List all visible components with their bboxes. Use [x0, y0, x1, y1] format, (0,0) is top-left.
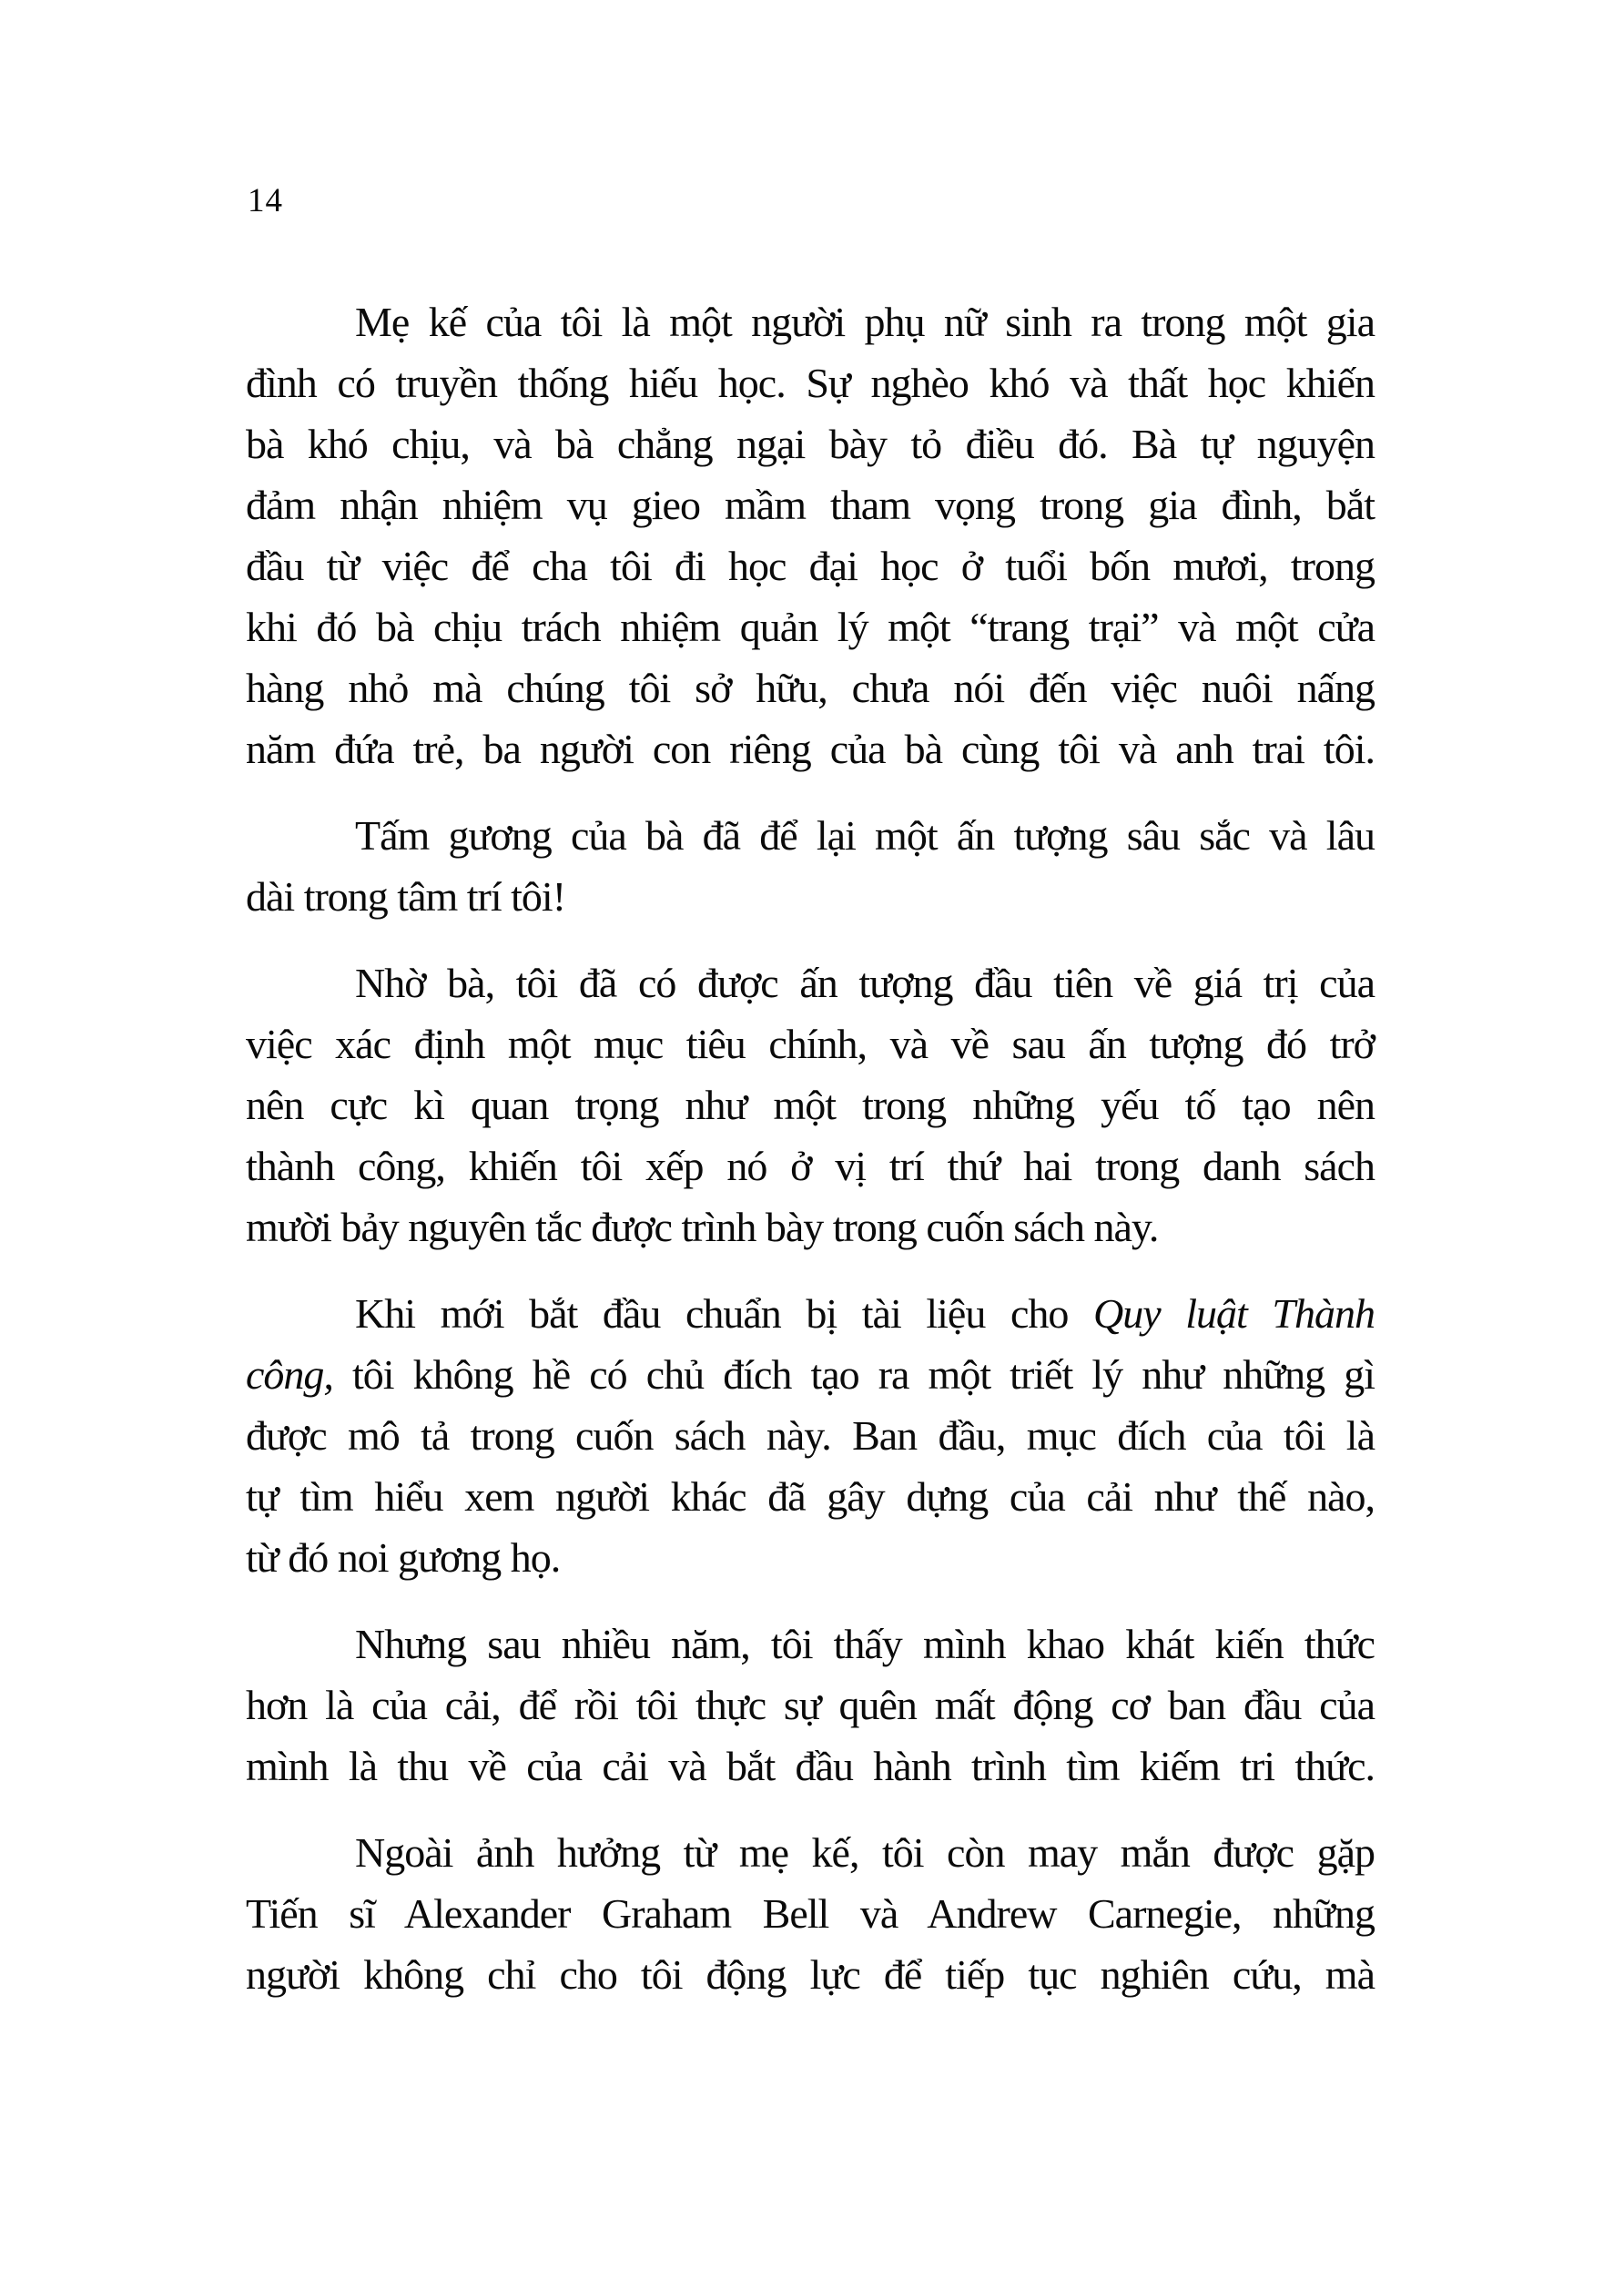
- text-line: [246, 1736, 1375, 1797]
- text-run: Mẹ kế của tôi là một người phụ nữ sinh ra trong một gia: [355, 299, 1375, 345]
- page-number: 14: [248, 182, 283, 219]
- text-run: tự tìm hiểu xem người khác đã gây dựng của cải như thế nào,: [246, 1473, 1375, 1520]
- text-run: tôi không hề có chủ đích tạo ra một triết lý như những gì: [332, 1351, 1375, 1398]
- text-run: khi đó bà chịu trách nhiệm quản lý một “trang trại” và một cửa: [246, 604, 1375, 650]
- text-run: năm đứa trẻ, ba người con riêng của bà cùng tôi và anh trai tôi.: [246, 726, 1375, 772]
- text-run: Khi mới bắt đầu chuẩn bị tài liệu cho: [355, 1290, 1093, 1337]
- text-run: từ đó noi gương họ.: [246, 1534, 561, 1581]
- text-run: người không chỉ cho tôi động lực để tiếp tục nghiên cứu, mà: [246, 1951, 1375, 1998]
- text-line: [246, 1074, 1375, 1135]
- text-run: Tiến sĩ Alexander Graham Bell và Andrew Carnegie, những: [246, 1890, 1375, 1937]
- paragraph: [246, 805, 1375, 927]
- text-run: dài trong tâm trí tôi!: [246, 873, 566, 920]
- text-run: hơn là của cải, để rồi tôi thực sự quên mất động cơ ban đầu của: [246, 1682, 1375, 1728]
- text-run: được mô tả trong cuốn sách này. Ban đầu, mục đích của tôi là: [246, 1412, 1375, 1459]
- text-line: [246, 413, 1375, 474]
- text-run: thành công, khiến tôi xếp nó ở vị trí thứ hai trong danh sách: [246, 1143, 1375, 1189]
- text-run: Ngoài ảnh hưởng từ mẹ kế, tôi còn may mắn được gặp: [355, 1829, 1375, 1876]
- text-line: [246, 1405, 1375, 1466]
- text-run: Nhờ bà, tôi đã có được ấn tượng đầu tiên về giá trị của: [355, 960, 1375, 1006]
- text-run: đầu từ việc để cha tôi đi học đại học ở tuổi bốn mươi, trong: [246, 543, 1375, 589]
- text-run: Tấm gương của bà đã để lại một ấn tượng sâu sắc và lâu: [355, 812, 1375, 859]
- text-line: [246, 1013, 1375, 1074]
- text-line: [246, 1283, 1375, 1344]
- text-line: [246, 866, 1375, 927]
- text-line: [246, 1196, 1375, 1257]
- text-line: [246, 474, 1375, 535]
- paragraph: [246, 291, 1375, 779]
- text-line: [246, 596, 1375, 657]
- text-run: bà khó chịu, và bà chẳng ngại bày tỏ điều đó. Bà tự nguyện: [246, 421, 1375, 467]
- text-line: [246, 291, 1375, 352]
- text-line: [246, 1822, 1375, 1883]
- text-run: Nhưng sau nhiều năm, tôi thấy mình khao khát kiến thức: [355, 1621, 1375, 1667]
- text-run: hàng nhỏ mà chúng tôi sở hữu, chưa nói đến việc nuôi nấng: [246, 665, 1375, 711]
- text-line: [246, 1527, 1375, 1588]
- text-line: [246, 535, 1375, 596]
- text-line: [246, 1344, 1375, 1405]
- text-line: [246, 352, 1375, 413]
- text-run: đảm nhận nhiệm vụ gieo mầm tham vọng trong gia đình, bắt: [246, 482, 1375, 528]
- text-run: mình là thu về của cải và bắt đầu hành trình tìm kiếm tri thức.: [246, 1743, 1375, 1789]
- text-line: [246, 718, 1375, 779]
- paragraph: [246, 952, 1375, 1257]
- text-line: [246, 1944, 1375, 2005]
- text-run: đình có truyền thống hiếu học. Sự nghèo khó và thất học khiến: [246, 360, 1375, 406]
- text-line: [246, 1135, 1375, 1196]
- text-line: [246, 1883, 1375, 1944]
- text-line: [246, 952, 1375, 1013]
- text-line: [246, 1466, 1375, 1527]
- paragraph: [246, 1822, 1375, 2005]
- text-run: nên cực kì quan trọng như một trong những yếu tố tạo nên: [246, 1082, 1375, 1128]
- text-line: [246, 1613, 1375, 1675]
- text-run: việc xác định một mục tiêu chính, và về sau ấn tượng đó trở: [246, 1021, 1375, 1067]
- paragraph: [246, 1613, 1375, 1797]
- text-line: [246, 657, 1375, 718]
- italic-text-run: công,: [246, 1351, 333, 1398]
- text-line: [246, 1675, 1375, 1736]
- text-run: mười bảy nguyên tắc được trình bày trong cuốn sách này.: [246, 1204, 1159, 1250]
- text-line: [246, 805, 1375, 866]
- paragraph: [246, 1283, 1375, 1588]
- italic-text-run: Quy luật Thành: [1092, 1290, 1375, 1337]
- body-text: [246, 291, 1375, 2005]
